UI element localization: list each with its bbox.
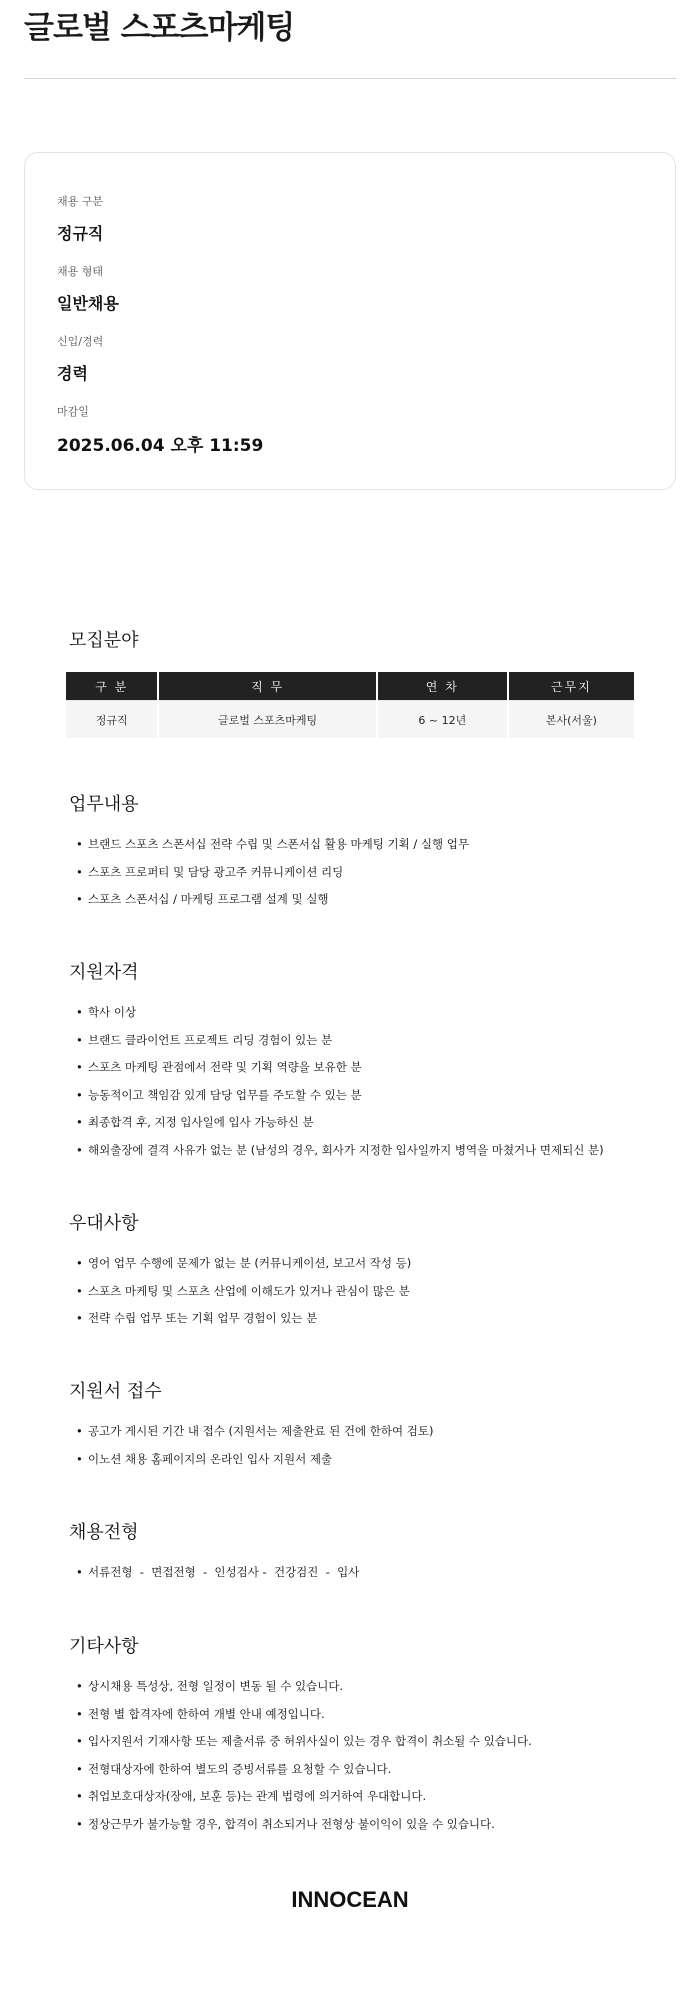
list-item: • 취업보호대상자(장애, 보훈 등)는 관계 법령에 의거하여 우대합니다. xyxy=(76,1787,532,1815)
table-header-cell: 연 차 xyxy=(378,672,507,700)
summary-label: 채용 형태 xyxy=(57,265,104,278)
list-item: • 전형 별 합격자에 한하여 개별 안내 예정입니다. xyxy=(76,1705,532,1733)
table-header-cell: 근무지 xyxy=(509,672,634,700)
section-heading-etc: 기타사항 xyxy=(69,1636,139,1657)
table-header-cell: 직 무 xyxy=(159,672,375,700)
summary-hiring-form xyxy=(57,263,119,314)
list-item: • 영어 업무 수행에 문제가 없는 분 (커뮤니케이션, 보고서 작성 등) xyxy=(76,1254,411,1282)
list-item: • 브랜드 스포츠 스폰서십 전략 수립 및 스폰서십 활용 마케팅 기획 / 실행 업무 xyxy=(76,835,469,863)
list-item: • 스포츠 프로퍼티 및 담당 광고주 커뮤니케이션 리딩 xyxy=(76,863,469,891)
list-item: • 해외출장에 결격 사유가 없는 분 (남성의 경우, 회사가 지정한 입사일까지 병역을 마쳤거나 면제되신 분) xyxy=(76,1141,604,1169)
summary-value: 정규직 xyxy=(57,224,104,243)
duties-list xyxy=(76,835,469,918)
table-cell: 본사(서울) xyxy=(509,700,634,738)
page-title: 글로벌 스포츠마케팅 xyxy=(24,10,295,46)
summary-deadline xyxy=(57,403,263,456)
table-cell: 정규직 xyxy=(66,700,157,738)
section-heading-recruit: 모집분야 xyxy=(69,630,139,651)
section-heading-preferred: 우대사항 xyxy=(69,1213,139,1234)
list-item: • 입사지원서 기재사항 또는 제출서류 중 허위사실이 있는 경우 합격이 취소될 수 있습니다. xyxy=(76,1732,532,1760)
list-item: • 전략 수립 업무 또는 기획 업무 경험이 있는 분 xyxy=(76,1309,411,1337)
list-item: • 최종합격 후, 지정 입사일에 입사 가능하신 분 xyxy=(76,1113,604,1141)
summary-employment-type xyxy=(57,193,103,244)
table-header-row xyxy=(66,672,634,700)
list-item: • 학사 이상 xyxy=(76,1003,604,1031)
summary-label: 채용 구분 xyxy=(57,195,104,208)
list-item: • 스포츠 마케팅 관점에서 전략 및 기획 역량을 보유한 분 xyxy=(76,1058,604,1086)
title-divider xyxy=(24,78,676,79)
innocean-logo: INNOCEAN xyxy=(291,1887,409,1912)
table-header-cell: 구 분 xyxy=(66,672,157,700)
etc-list xyxy=(76,1677,532,1842)
table-cell: 글로벌 스포츠마케팅 xyxy=(159,700,375,738)
summary-label: 마감일 xyxy=(57,405,89,418)
list-item: • 상시채용 특성상, 전형 일정이 변동 될 수 있습니다. xyxy=(76,1677,532,1705)
list-item: • 스포츠 스폰서십 / 마케팅 프로그램 설계 및 실행 xyxy=(76,890,469,918)
qualifications-list xyxy=(76,1003,604,1168)
summary-value: 경력 xyxy=(57,364,88,383)
table-row xyxy=(66,700,634,738)
summary-value: 일반채용 xyxy=(57,294,119,313)
application-list xyxy=(76,1422,433,1477)
job-summary-card xyxy=(24,152,676,490)
list-item: • 스포츠 마케팅 및 스포츠 산업에 이해도가 있거나 관심이 많은 분 xyxy=(76,1282,411,1310)
table-cell: 6 ~ 12년 xyxy=(378,700,507,738)
section-heading-application: 지원서 접수 xyxy=(69,1381,162,1402)
recruit-table xyxy=(64,672,636,738)
section-heading-qualifications: 지원자격 xyxy=(69,962,139,983)
process-list xyxy=(76,1563,359,1591)
list-item: • 전형대상자에 한하여 별도의 증빙서류를 요청할 수 있습니다. xyxy=(76,1760,532,1788)
list-item: • 브랜드 클라이언트 프로젝트 리딩 경험이 있는 분 xyxy=(76,1031,604,1059)
list-item: • 이노션 채용 홈페이지의 온라인 입사 지원서 제출 xyxy=(76,1450,433,1478)
section-heading-duties: 업무내용 xyxy=(69,794,139,815)
section-heading-process: 채용전형 xyxy=(69,1522,139,1543)
summary-value: 2025.06.04 오후 11:59 xyxy=(57,436,264,456)
list-item: • 능동적이고 책임감 있게 담당 업무를 주도할 수 있는 분 xyxy=(76,1086,604,1114)
list-item: • 정상근무가 불가능할 경우, 합격이 취소되거나 전형상 불이익이 있을 수 있습니다. xyxy=(76,1815,532,1843)
summary-career-level xyxy=(57,333,103,384)
summary-label: 신입/경력 xyxy=(57,335,104,348)
list-item: • 서류전형 - 면접전형 - 인성검사 - 건강검진 - 입사 xyxy=(76,1563,359,1591)
list-item: • 공고가 게시된 기간 내 접수 (지원서는 제출완료 된 건에 한하여 검토) xyxy=(76,1422,433,1450)
preferred-list xyxy=(76,1254,411,1337)
